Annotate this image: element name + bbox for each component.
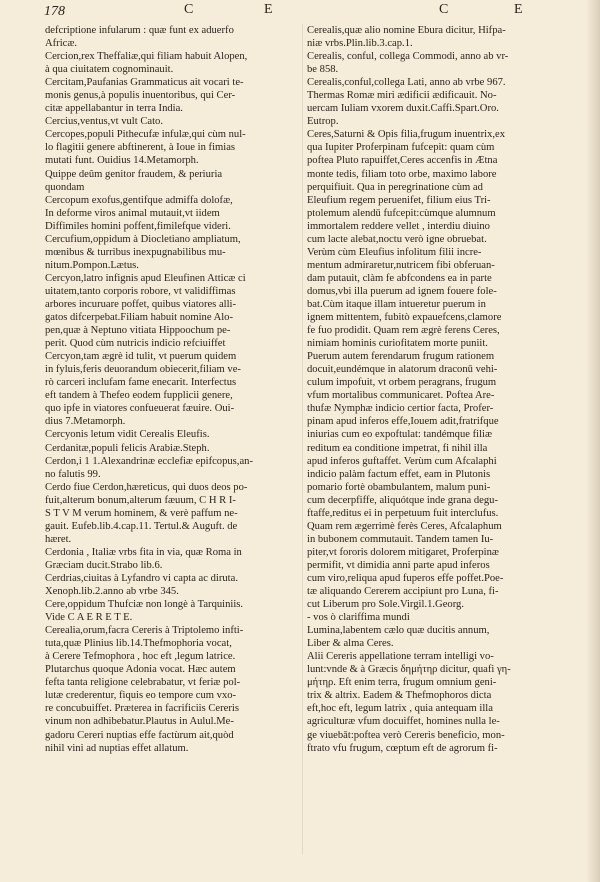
text-line: quondam (45, 181, 85, 193)
text-line: eft,hoc eft, legum latrix , quia antequam illa (307, 703, 493, 715)
text-line: perit. Quod cùm nutricis indicio refciuiffet (45, 338, 226, 350)
text-line: arbores incuruare poffet, quibus viatores alli- (45, 298, 237, 310)
text-line: Liber & alma Ceres. (307, 638, 394, 650)
text-line: re concubuiffet. Præterea in facrificiis Cereris (45, 703, 239, 715)
text-line: ftrato vfu frugum, cœptum eft de agrorum fi- (307, 742, 498, 754)
column-gutter (302, 24, 303, 854)
text-line: Cerdanitæ,populi felicis Arabiæ.Steph. (45, 442, 210, 454)
text-line: culum impofuit, vt orbem peragrans, frugum (307, 377, 497, 389)
text-line: Cere,oppidum Thufciæ non longè à Tarquiniis. (45, 599, 244, 611)
text-line: trix & altrix. Eadem & Thefmophoros dicta (307, 690, 492, 702)
text-line: Eutrop. (307, 116, 339, 128)
left-text-column (45, 24, 300, 755)
text-line: cum decerpfiffe, aliquótque inde grana degu- (307, 494, 498, 506)
text-line: poftea Pluto rapuiffet,Ceres accenfis in Ætna (307, 155, 498, 167)
text-line: mentum admiraretur,nutricem fibi obferuan- (307, 259, 495, 271)
text-line: mœnibus & turribus inexpugnabilibus mu- (45, 246, 226, 258)
text-line: thufæ Nymphæ indicio certior facta, Profer- (307, 403, 494, 415)
text-line: in bubonem commutauit. Tandem tamen Iu- (307, 533, 494, 545)
page-number: 178 (44, 4, 65, 19)
text-line: Cercopum exofus,gentifque admiffa dolofæ, (45, 194, 233, 206)
text-line: pen,quæ à Neptuno vitiata Hippoochum pe- (45, 325, 231, 337)
text-line: fe fuo prodidit. Quam rem ægrè ferens Ceres, (307, 325, 500, 337)
text-line: vinum non adhibebatur.Plautus in Aulul.Me- (45, 716, 234, 728)
text-line: Diffimiles homini poffent,fimilefque videri. (45, 220, 231, 232)
text-line: dius 7.Metamorph. (45, 416, 126, 428)
text-line: nitum.Pompon.Lætus. (45, 259, 139, 271)
text-line: Africæ. (45, 38, 78, 50)
text-line: cum lacte alebat,noctu verò igne obruebat. (307, 233, 487, 245)
text-line: immortalem reddere vellet , interdiu diuino (307, 220, 490, 232)
text-line: mutati funt. Ouidius 14.Metamorph. (45, 155, 199, 167)
text-line: Græciam ducit.Strabo lib.6. (45, 559, 163, 571)
header-letter-left-1: C (184, 2, 196, 17)
text-line: à qua ciuitatem cognominauit. (45, 64, 174, 76)
text-line: Cerealis,conful,collega Lati, anno ab vrbe 967. (307, 77, 506, 89)
text-line: nihil vini ad nuptias effet allatum. (45, 742, 189, 754)
text-line: gatos difcerpebat.Filiam habuit nomine Alo- (45, 312, 233, 324)
text-line: vfum mortalibus communicaret. Poftea Are- (307, 390, 495, 402)
text-line: Cercion,rex Theffaliæ,qui filiam habuit Alopen, (45, 51, 248, 63)
text-line: quo ipfe in viatores confueuerat fæuire. Oui- (45, 403, 235, 415)
text-line: agriculturæ vfum docuiffet, homines nulla le- (307, 716, 500, 728)
text-line: cut Liberum pro Sole.Virgil.1.Georg. (307, 599, 464, 611)
text-line: domus,vbi illa puerum ad ignem fouere fole- (307, 285, 497, 297)
text-line: monis genus,à populis inuentoribus, qui Cer- (45, 90, 236, 102)
text-line: tuta,quæ Plinius lib.14.Thefmophoria vocat, (45, 638, 232, 650)
text-line: à Cerere Tefmophora , hoc eft ,legum latrice. (45, 651, 236, 663)
text-line: piter,vt fororis dolorem mitigaret, Proferpinæ (307, 546, 499, 558)
page-edge-shadow (586, 0, 600, 882)
text-line: iniurias cum eo expoftulat: tandémque filiæ (307, 429, 493, 441)
text-line: gauit. Eufeb.lib.4.cap.11. Tertul.& Auguft. de (45, 520, 238, 532)
text-line: rò carceri inclufam fame enecarit. Interfectus (45, 377, 237, 389)
text-line: ftaffe,reditus ei in perpetuum fuit interclufus. (307, 507, 499, 519)
text-line: uitatem,tanto corporis robore, vt validiffimas (45, 285, 236, 297)
text-line: no falutis 99. (45, 468, 101, 480)
text-line: Lumina,labentem cælo quæ ducitis annum, (307, 625, 490, 637)
text-line: In deforme viros animal mutauit,vt iidem (45, 207, 220, 219)
header-letter-left-2: E (264, 2, 275, 17)
text-line: uercam Iuliam vxorem duxit.Caffi.Spart.Oro. (307, 103, 499, 115)
text-line: docuit,eundémque in alatorum draconū vehi- (307, 364, 498, 376)
text-line: ignem mittentem, fubitò expauefcens,clamore (307, 312, 502, 324)
right-text-column (307, 24, 575, 755)
running-header (44, 2, 574, 22)
text-line: Verùm cùm Eleufius infolitum filii incre- (307, 246, 482, 258)
text-line: tæ aliquando Cererem accipiunt pro Luna, fi- (307, 586, 499, 598)
header-letter-right-1: C (439, 2, 451, 17)
text-line: reditum ea conditione impetrat, fi nihil illa (307, 442, 488, 454)
text-line: permifit, vt dimidia anni parte apud inferos (307, 559, 490, 571)
text-line: Cerealis,quæ alio nomine Ebura dicitur, Hifpa- (307, 25, 506, 36)
text-line: indicio palàm factum effet, eam in Plutonis (307, 468, 491, 480)
header-letter-right-2: E (514, 2, 525, 17)
text-line: Xenoph.lib.2.anno ab vrbe 345. (45, 586, 179, 598)
text-line: apud inferos guftaffet. Verùm cum Afcalaphi (307, 455, 497, 467)
text-line: niæ vrbs.Plin.lib.3.cap.1. (307, 38, 413, 50)
text-line: Cerdrias,ciuitas à Lyfandro vi capta ac diruta. (45, 572, 238, 584)
text-line: Plutarchus quoque Adonia vocat. Hæc autem (45, 664, 236, 676)
text-line: in fyluis,feris deuorandum obiecerit,filiam ve- (45, 364, 241, 376)
text-line: be 858. (307, 64, 339, 76)
text-line: eft tandem à Thefeo eodem fupplicii genere, (45, 390, 233, 402)
text-line: Cercyon,tam ægrè id tulit, vt puerum quidem (45, 351, 237, 363)
text-line: cum viro,reliqua apud fuperos effe poffet.Poe- (307, 572, 504, 584)
text-line: Cercufium,oppidum à Diocletiano ampliatum, (45, 233, 241, 245)
text-line: Eleufium regem peruenifet, filium eius Tri- (307, 194, 491, 206)
text-line: lo flagitii genere abftinerent, à Ioue in fimias (45, 142, 236, 154)
text-line: Cerdon,i 1 1.Alexandrinæ ecclefiæ epifcopus,an- (45, 455, 253, 467)
text-line: lunt:vnde & à Græcis δημήτηρ dicitur, quafi γη- (307, 664, 511, 676)
text-line: Ceres,Saturni & Opis filia,frugum inuentrix,ex (307, 129, 506, 141)
text-line: Cerealia,orum,facra Cereris à Triptolemo infti- (45, 625, 244, 637)
text-line: defcriptione infularum : quæ funt ex aduerfo (45, 25, 234, 36)
text-line: qua Iupiter Proferpinam fufcepit: quam cùm (307, 142, 495, 154)
text-line: pinam apud inferos effe,Iouem adit,fratrifque (307, 416, 499, 428)
text-line: fuit,alterum bonum,alterum fæuum, C H R I- (45, 494, 236, 506)
text-line: ge viuebāt:poftea verò Cereris beneficio, mon- (307, 729, 505, 741)
text-line: Cercitam,Paufanias Grammaticus ait vocari te- (45, 77, 244, 89)
text-line: Cerdo fiue Cerdon,hæreticus, qui duos deos po- (45, 481, 248, 493)
text-line: Quam rem ægerrimè ferès Ceres, Afcalaphum (307, 520, 502, 532)
text-line: bat.Cùm itaque illam intueretur puerum in (307, 298, 486, 310)
text-line: dam putauit, clàm fe abfcondens ea in parte (307, 272, 492, 284)
text-line: hæret. (45, 533, 72, 545)
text-line: - vos ò clariffima mundi (307, 612, 410, 624)
text-line: lutæ crederentur, fiquis eo tempore cum vxo- (45, 690, 237, 702)
text-line: monte tedis, filiam toto orbe, maximo labore (307, 168, 497, 180)
text-line: nimiam hominis curiofitatem morte puniit. (307, 338, 488, 350)
text-line: citæ appellabantur in terra India. (45, 103, 183, 115)
text-line: Cerdonia , Italiæ vrbs fita in via, quæ Roma in (45, 546, 242, 558)
text-line: fefta tanta religione celebrabatur, vt feriæ pol- (45, 677, 241, 689)
text-line: perquifiuit. Qua in peregrinatione cùm ad (307, 181, 483, 193)
text-line: gadoru Cereri nuptias effe factùrum ait,quòd (45, 729, 234, 741)
text-line: Cercyonis letum vidit Cerealis Eleufis. (45, 429, 210, 441)
text-line: Cercopes,populi Pithecufæ infulæ,qui cùm nul- (45, 129, 246, 141)
text-line: pomario fortè obambulantem, malum puni- (307, 481, 491, 493)
text-line: Thermas Romæ miri ædificii ædificauit. No- (307, 90, 497, 102)
text-line: Alii Cereris appellatione terram intelligi vo- (307, 651, 494, 663)
text-line: Cercyon,latro infignis apud Eleufinen Atticæ ci (45, 272, 246, 284)
text-line: μήτηρ. Eft enim terra, frugum omnium geni- (307, 677, 497, 689)
text-line: Cercius,ventus,vt vult Cato. (45, 116, 163, 128)
text-line: Quippe deûm genitor fraudem, & periuria (45, 168, 223, 180)
text-line: Cerealis, conful, collega Commodi, anno ab vr- (307, 51, 509, 63)
text-line: S T V M verum hominem, & verè paffum ne- (45, 507, 238, 519)
text-line: Vide C A E R E T E. (45, 612, 133, 624)
text-line: ptolemum alendū fufcepit:cùmque alumnum (307, 207, 496, 219)
text-line: Puerum autem ferendarum frugum rationem (307, 351, 495, 363)
